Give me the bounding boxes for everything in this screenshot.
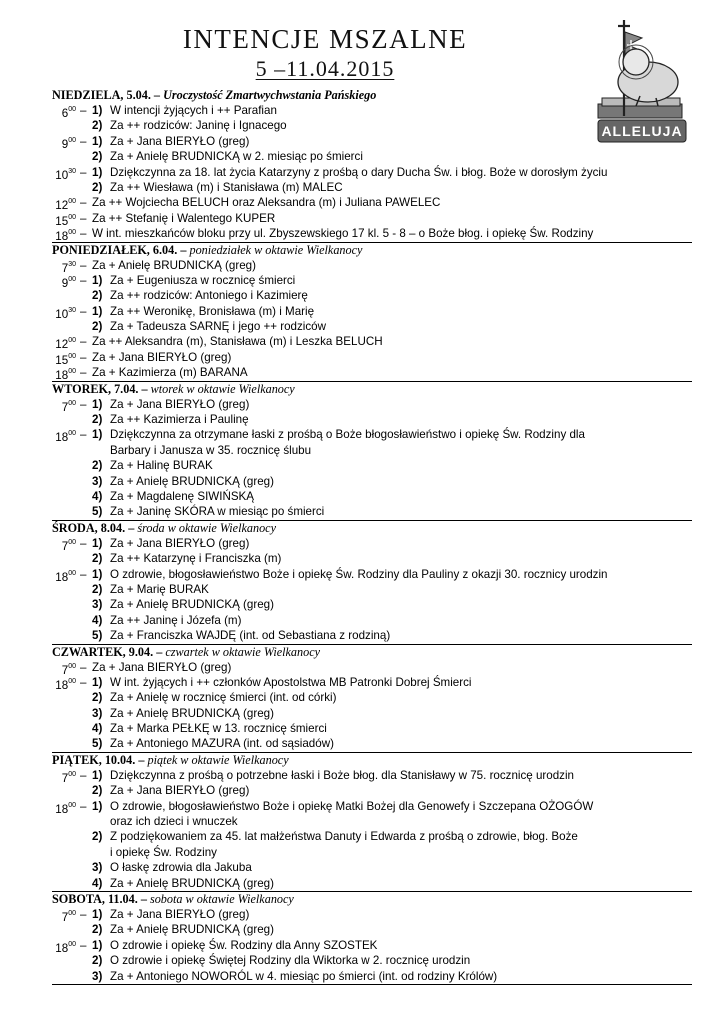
mass-minutes: 00 — [68, 909, 76, 917]
intention-text: O zdrowie i opiekę Świętej Rodziny dla Wiktorka w 2. rocznicę urodzin — [110, 954, 471, 968]
intention-number: 1) — [92, 938, 103, 952]
time-dash: – — [80, 567, 87, 581]
intention-row — [52, 134, 692, 149]
intention-row — [52, 397, 692, 412]
intention-text: Za + Jana BIERYŁO (greg) — [110, 907, 250, 921]
mass-hour: 9 — [61, 137, 69, 151]
intention-row — [52, 258, 692, 273]
intention-text: Za + Anielę BRUDNICKĄ (greg) — [92, 258, 256, 272]
intention-number: 5) — [92, 629, 103, 643]
intention-row — [52, 149, 692, 164]
intention-text: Za + Jana BIERYŁO (greg) — [110, 536, 250, 550]
day-name: SOBOTA, 11.04. — [52, 891, 138, 906]
date-range-text: 5 –11.04.2015 — [255, 56, 395, 81]
day-heading — [52, 88, 692, 103]
mass-hour: 18 — [55, 431, 69, 445]
intention-text: Za + Halinę BURAK — [110, 459, 213, 473]
day-section — [52, 521, 692, 645]
intention-text: Za + Franciszka WAJDĘ (int. od Sebastiana z rodziną) — [110, 629, 391, 643]
intention-row — [52, 690, 692, 705]
intention-text: Za + Jana BIERYŁO (greg) — [92, 350, 232, 364]
intention-row — [52, 814, 692, 829]
intention-text: O zdrowie, błogosławieństwo Boże i opiekę Św. Rodziny dla Pauliny z okazji 30. rocznicy urodzin — [110, 567, 608, 581]
intention-number: 2) — [92, 119, 103, 133]
intention-number: 1) — [92, 104, 103, 117]
intention-row — [52, 613, 692, 628]
intention-text: Za + Anielę w rocznicę śmierci (int. od córki) — [110, 691, 337, 705]
mass-hour: 7 — [61, 663, 69, 677]
mass-minutes: 30 — [68, 260, 76, 268]
time-dash: – — [80, 675, 87, 689]
intention-number: 1) — [92, 428, 103, 442]
intention-text: Za + Jana BIERYŁO (greg) — [92, 660, 232, 674]
time-dash: – — [80, 196, 87, 210]
intention-row — [52, 736, 692, 751]
mass-minutes: 00 — [68, 662, 76, 670]
mass-minutes: 00 — [68, 770, 76, 778]
intention-number: 1) — [92, 397, 103, 411]
mass-hour: 10 — [55, 307, 69, 321]
mass-minutes: 00 — [68, 538, 76, 546]
intention-number: 4) — [92, 876, 103, 890]
mass-minutes: 30 — [68, 306, 76, 314]
intention-number: 2) — [92, 320, 103, 334]
intention-row — [52, 721, 692, 736]
liturgical-day: sobota w oktawie Wielkanocy — [149, 891, 294, 906]
mass-minutes: 00 — [68, 275, 76, 283]
time-dash: – — [80, 907, 87, 921]
intention-row — [52, 969, 692, 984]
time-dash: – — [80, 660, 87, 674]
mass-time — [52, 226, 76, 244]
mass-schedule — [52, 88, 692, 985]
intention-number: 1) — [92, 799, 103, 813]
intention-row — [52, 675, 692, 690]
time-dash: – — [80, 799, 87, 813]
time-dash: – — [80, 536, 87, 550]
intention-text: Za + Anielę BRUDNICKĄ (greg) — [110, 923, 274, 937]
intention-row — [52, 211, 692, 226]
intention-row — [52, 195, 692, 213]
intention-row — [52, 427, 692, 445]
intention-number: 1) — [92, 536, 103, 550]
mass-minutes: 00 — [68, 337, 76, 345]
intention-text: Barbary i Janusza w 35. rocznicę ślubu — [110, 443, 312, 457]
intention-row — [52, 907, 692, 922]
intention-text: Za + Antoniego NOWORÓL w 4. miesiąc po śmierci (int. od rodziny Królów) — [110, 969, 498, 983]
intention-text: Za ++ Wiesława (m) i Stanisława (m) MALEC — [110, 180, 343, 194]
intention-row — [52, 628, 692, 643]
day-heading — [52, 645, 692, 660]
intention-text: Za + Marka PEŁKĘ w 13. rocznicę śmierci — [110, 722, 327, 736]
time-dash: – — [80, 397, 87, 411]
intention-row — [52, 922, 692, 937]
intention-text: Dziękczynna za 18. lat życia Katarzyny z prośbą o dary Ducha Św. i błog. Boże w dorosłym życiu — [110, 165, 608, 179]
intention-number: 1) — [92, 567, 103, 581]
intention-row — [52, 474, 692, 489]
intention-text: Za ++ Kazimierza i Paulinę — [110, 413, 249, 427]
intention-row — [52, 829, 692, 844]
day-section — [52, 88, 692, 243]
intention-row — [52, 860, 692, 875]
intention-text: Dziękczynna z prośbą o potrzebne łaski i Boże błog. dla Stanisławy w 75. rocznicę urodzin — [110, 768, 574, 782]
time-dash: – — [80, 304, 87, 318]
mass-hour: 18 — [55, 941, 69, 955]
intention-number: 3) — [92, 861, 103, 875]
day-separator: – — [135, 752, 148, 767]
mass-hour: 18 — [55, 802, 69, 816]
intention-number: 3) — [92, 706, 103, 720]
intention-row — [52, 783, 692, 798]
mass-hour: 6 — [61, 106, 69, 120]
intention-row — [52, 118, 692, 133]
intention-row — [52, 165, 692, 180]
intention-row — [52, 365, 692, 383]
time-dash: – — [80, 134, 87, 148]
mass-hour: 18 — [55, 369, 69, 383]
mass-minutes: 30 — [68, 167, 76, 175]
intention-number: 5) — [92, 505, 103, 519]
intention-text: Za + Janinę SKÓRA w miesiąc po śmierci — [110, 505, 325, 519]
day-separator: – — [150, 88, 164, 102]
intention-row — [52, 412, 692, 427]
time-dash: – — [80, 165, 87, 179]
mass-hour: 18 — [55, 570, 69, 584]
mass-minutes: 00 — [68, 801, 76, 809]
day-name: WTOREK, 7.04. — [52, 381, 139, 396]
mass-hour: 7 — [61, 539, 69, 553]
page-title: INTENCJE MSZALNE — [182, 24, 468, 54]
time-dash: – — [80, 428, 87, 442]
time-dash: – — [80, 258, 87, 272]
intention-text: Za + Magdalenę SIWIŃSKĄ — [110, 489, 255, 503]
mass-hour: 7 — [61, 910, 69, 924]
day-heading — [52, 753, 692, 768]
mass-minutes: 00 — [68, 368, 76, 376]
intention-row — [52, 273, 692, 288]
time-dash: – — [80, 938, 87, 952]
mass-hour: 15 — [55, 214, 69, 228]
intention-text: W intencji żyjących i ++ Parafian — [110, 104, 277, 117]
day-section — [52, 645, 692, 753]
time-dash: – — [80, 335, 87, 349]
intention-text: Za + Jana BIERYŁO (greg) — [110, 784, 250, 798]
time-dash: – — [80, 768, 87, 782]
day-heading — [52, 892, 692, 907]
mass-minutes: 00 — [68, 399, 76, 407]
day-section — [52, 243, 692, 382]
intention-text: Za + Anielę BRUDNICKĄ (greg) — [110, 876, 274, 890]
intention-text: Za ++ Stefanię i Walentego KUPER — [92, 211, 276, 225]
day-separator: – — [125, 520, 138, 535]
intention-row — [52, 226, 692, 241]
day-separator: – — [137, 891, 150, 906]
intention-number: 2) — [92, 289, 103, 303]
mass-hour: 7 — [61, 261, 69, 275]
mass-hour: 18 — [55, 678, 69, 692]
intention-text: Za + Anielę BRUDNICKĄ (greg) — [110, 598, 274, 612]
emblem-text: ALLELUJA — [601, 123, 683, 139]
mass-time — [52, 365, 76, 383]
intention-number: 3) — [92, 969, 103, 983]
intention-text: O zdrowie, błogosławieństwo Boże i opiekę Matki Bożej dla Genowefy i Szczepana OŻOGÓW — [110, 799, 594, 813]
intention-text: Za + Marię BURAK — [110, 582, 209, 596]
intention-text: Za ++ rodziców: Antoniego i Kazimierę — [110, 289, 308, 303]
date-range — [100, 56, 550, 82]
intention-number: 3) — [92, 598, 103, 612]
intention-text: Za + Jana BIERYŁO (greg) — [110, 397, 250, 411]
intention-number: 4) — [92, 489, 103, 503]
intention-row — [52, 504, 692, 519]
mass-hour: 12 — [55, 199, 69, 213]
intention-row — [52, 180, 692, 195]
intention-number: 4) — [92, 722, 103, 736]
intention-text: Za ++ Weronikę, Bronisława (m) i Marię — [110, 304, 315, 318]
time-dash: – — [80, 104, 87, 117]
intention-number: 2) — [92, 954, 103, 968]
day-separator: – — [153, 644, 166, 659]
intention-text: Za ++ Janinę i Józefa (m) — [110, 613, 242, 627]
mass-minutes: 00 — [68, 940, 76, 948]
intention-number: 1) — [92, 165, 103, 179]
liturgical-day: wtorek w oktawie Wielkanocy — [150, 381, 295, 396]
intention-number: 2) — [92, 552, 103, 566]
intention-text: O łaskę zdrowia dla Jakuba — [110, 861, 252, 875]
intention-number: 4) — [92, 613, 103, 627]
intention-text: W int. mieszkańców bloku przy ul. Zbyszewskiego 17 kl. 5 - 8 – o Boże błog. i opiekę Św. Rodziny — [92, 227, 594, 241]
time-dash: – — [80, 227, 87, 241]
intention-number: 2) — [92, 582, 103, 596]
mass-minutes: 00 — [68, 106, 76, 113]
intention-row — [52, 706, 692, 721]
intention-row — [52, 489, 692, 504]
day-name: PIĄTEK, 10.04. — [52, 752, 136, 767]
intention-row — [52, 938, 692, 953]
intention-row — [52, 876, 692, 891]
mass-minutes: 00 — [68, 213, 76, 221]
day-name: PONIEDZIAŁEK, 6.04. — [52, 242, 178, 257]
intention-number: 1) — [92, 907, 103, 921]
time-dash: – — [80, 366, 87, 380]
liturgical-day: piątek w oktawie Wielkanocy — [147, 752, 289, 767]
intention-row — [52, 458, 692, 473]
intention-number: 1) — [92, 273, 103, 287]
day-separator: – — [177, 242, 190, 257]
intention-number: 2) — [92, 784, 103, 798]
intention-number: 1) — [92, 675, 103, 689]
intention-text: Za + Jana BIERYŁO (greg) — [110, 134, 250, 148]
mass-minutes: 00 — [68, 430, 76, 438]
intention-row — [52, 799, 692, 814]
intention-row — [52, 103, 692, 118]
intention-text: O zdrowie i opiekę Św. Rodziny dla Anny SZOSTEK — [110, 938, 378, 952]
intention-row — [52, 443, 692, 458]
mass-minutes: 00 — [68, 352, 76, 360]
liturgical-day: Uroczystość Zmartwychwstania Pańskiego — [163, 88, 377, 102]
intention-number: 2) — [92, 830, 103, 844]
mass-hour: 7 — [61, 400, 69, 414]
intention-text: Za ++ Wojciecha BELUCH oraz Aleksandra (m) i Juliana PAWELEC — [92, 196, 441, 210]
liturgical-day: poniedziałek w oktawie Wielkanocy — [189, 242, 363, 257]
intention-row — [52, 536, 692, 551]
time-dash: – — [80, 211, 87, 225]
intention-text: i opiekę Św. Rodziny — [110, 845, 217, 859]
intention-text: Dziękczynna za otrzymane łaski z prośbą o Boże błogosławieństwo i opiekę Św. Rodziny dla — [110, 428, 585, 442]
time-dash: – — [80, 350, 87, 364]
intention-text: Za ++ Aleksandra (m), Stanisława (m) i Leszka BELUCH — [92, 335, 383, 349]
intention-number: 2) — [92, 413, 103, 427]
mass-minutes: 00 — [68, 569, 76, 577]
day-section — [52, 753, 692, 892]
day-heading — [52, 243, 692, 258]
mass-minutes: 00 — [68, 677, 76, 685]
intention-row — [52, 597, 692, 612]
intention-row — [52, 953, 692, 968]
day-section — [52, 892, 692, 985]
intention-number: 2) — [92, 691, 103, 705]
intention-row — [52, 304, 692, 319]
day-heading — [52, 382, 692, 397]
intention-row — [52, 582, 692, 597]
day-section — [52, 382, 692, 521]
day-separator: – — [138, 381, 151, 396]
intention-number: 1) — [92, 768, 103, 782]
intention-row — [52, 567, 692, 582]
intention-row — [52, 334, 692, 352]
liturgical-day: środa w oktawie Wielkanocy — [137, 520, 276, 535]
intention-text: Za + Anielę BRUDNICKĄ (greg) — [110, 474, 274, 488]
intention-row — [52, 350, 692, 365]
time-dash: – — [80, 273, 87, 287]
intention-text: Za + Eugeniusza w rocznicę śmierci — [110, 273, 296, 287]
mass-hour: 7 — [61, 771, 69, 785]
intention-number: 1) — [92, 134, 103, 148]
intention-text: Za + Antoniego MAZURA (int. od sąsiadów) — [110, 737, 334, 751]
intention-number: 3) — [92, 474, 103, 488]
mass-hour: 10 — [55, 168, 69, 182]
mass-minutes: 00 — [68, 136, 76, 144]
intention-text: Za + Tadeusza SARNĘ i jego ++ rodziców — [110, 320, 326, 334]
intention-row — [52, 319, 692, 334]
intention-text: Za + Kazimierza (m) BARANA — [92, 366, 248, 380]
intention-number: 2) — [92, 459, 103, 473]
mass-minutes: 00 — [68, 229, 76, 237]
mass-hour: 12 — [55, 338, 69, 352]
day-name: CZWARTEK, 9.04. — [52, 644, 154, 659]
intention-text: Za + Anielę BRUDNICKĄ (greg) — [110, 706, 274, 720]
intention-row — [52, 551, 692, 566]
intention-text: Z podziękowaniem za 45. lat małżeństwa Danuty i Edwarda z prośbą o zdrowie, błog. Boże — [110, 830, 578, 844]
intention-number: 1) — [92, 304, 103, 318]
intention-text: Za + Anielę BRUDNICKĄ w 2. miesiąc po śmierci — [110, 150, 363, 164]
mass-minutes: 00 — [68, 198, 76, 206]
intention-row — [52, 660, 692, 675]
intention-text: Za ++ rodziców: Janinę i Ignacego — [110, 119, 287, 133]
intention-number: 2) — [92, 150, 103, 164]
liturgical-day: czwartek w oktawie Wielkanocy — [165, 644, 321, 659]
intention-row — [52, 768, 692, 783]
day-heading — [52, 521, 692, 536]
intention-row — [52, 288, 692, 303]
mass-hour: 18 — [55, 229, 69, 243]
mass-hour: 15 — [55, 353, 69, 367]
intention-text: oraz ich dzieci i wnuczek — [110, 815, 238, 829]
day-name: ŚRODA, 8.04. — [52, 520, 126, 535]
intention-text: W int. żyjących i ++ członków Apostolstwa MB Patronki Dobrej Śmierci — [110, 675, 472, 689]
intention-row — [52, 845, 692, 860]
day-name: NIEDZIELA, 5.04. — [52, 88, 151, 102]
intention-number: 2) — [92, 923, 103, 937]
intention-number: 2) — [92, 180, 103, 194]
intention-text: Za ++ Katarzynę i Franciszka (m) — [110, 552, 282, 566]
mass-hour: 9 — [61, 276, 69, 290]
intention-number: 5) — [92, 737, 103, 751]
